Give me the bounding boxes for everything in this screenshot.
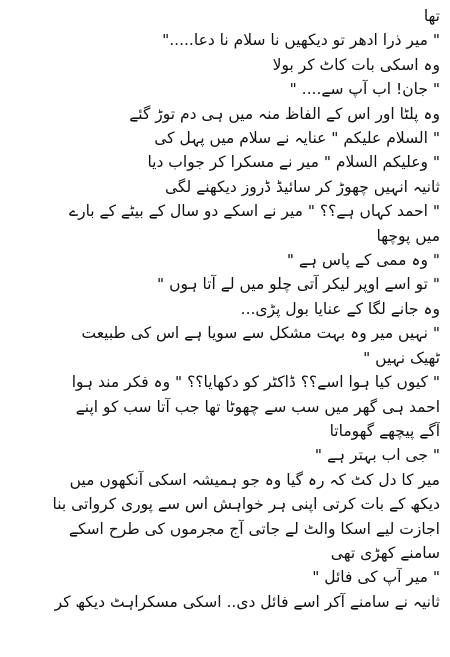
text-line: وہ اسکی بات کاٹ کر بولا <box>272 55 440 74</box>
text-line: " میر آپ کی فائل " <box>312 568 440 587</box>
text-line: میر کا دل کٹ کہ رہ گیا وہ جو ہمیشہ اسکی آنکھوں میں <box>69 470 440 489</box>
text-line: ثانیہ انہیں چھوڑ کر سائیڈ ڈروز دیکھنے لگی <box>164 177 440 196</box>
text-line: اجازت لیے اسکا والٹ لے جاتی آج مجرموں کی طرح اسکے <box>68 519 440 538</box>
text-line: " میر ذرا ادھر تو دیکھیں نا سلام نا دعا....." <box>162 31 440 50</box>
text-line: ثانیہ نے سامنے آکر اسے فائل دی.. اسکی مسکراہٹ دیکھ کر <box>54 592 440 611</box>
text-line: " کیوں کیا ہوا اسے؟؟ ڈاکٹر کو دکھایا؟؟ " وہ فکر مند ہوا <box>71 373 440 392</box>
text-line: تھا <box>423 7 440 25</box>
text-line: " جان! اب آپ سے.... " <box>289 80 440 99</box>
text-line: آگے پیچھے گھوماتا <box>329 421 440 440</box>
text-line: " جی اب بہتر ہے " <box>314 446 440 465</box>
text-line: " تو اسے اوپر لیکر آتی چلو میں لے آتا ہوں " <box>157 275 440 294</box>
text-line: سامنے کھڑی تھی <box>330 543 440 562</box>
text-line: " وہ ممی کے پاس ہے " <box>286 251 440 270</box>
text-line: احمد ہی گھر میں سب سے چھوٹا تھا جب آتا سب کو اپنے <box>75 397 440 416</box>
text-line: میں پوچھا <box>376 226 440 245</box>
text-line: دیکھ کے بات کرتی اپنی ہر خواہش اس سے پوری کرواتی بنا <box>52 495 440 514</box>
text-line: " وعلیکم السلام " میر نے مسکرا کر جواب دیا <box>147 153 440 172</box>
text-line: " احمد کہاں ہے؟؟ " میر نے اسکے دو سال کے بیٹے کے بارے <box>69 202 440 221</box>
text-line: وہ جانے لگا کے عنایا بول پڑی... <box>240 299 440 318</box>
text-line: ٹھیک نہیں " <box>363 348 440 367</box>
text-line: " نہیں میر وہ بہت مشکل سے سویا ہے اس کی طبیعت <box>81 324 440 343</box>
text-line: " السلام علیکم " عنایہ نے سلام میں پہل کی <box>154 129 440 148</box>
text-line: وہ پلٹا اور اس کے الفاظ منہ میں ہی دم توڑ گئے <box>129 104 440 123</box>
